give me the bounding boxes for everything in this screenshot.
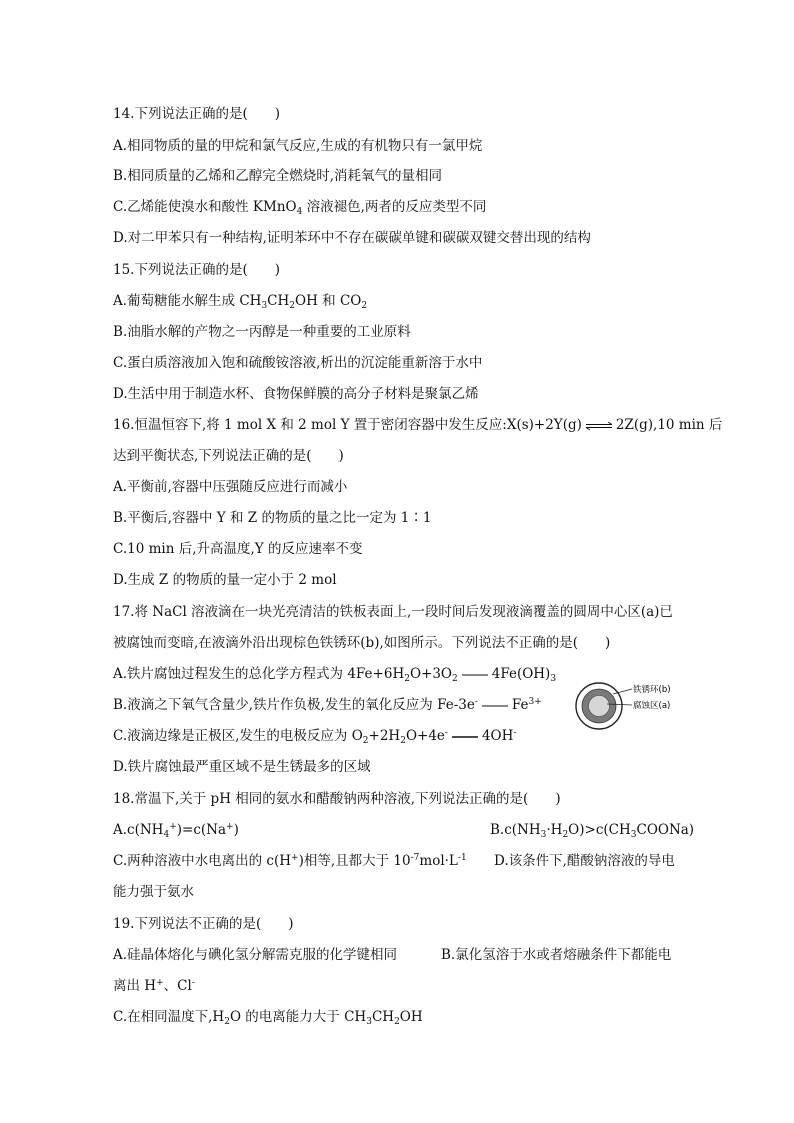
subscript: 3	[550, 674, 557, 684]
text-seg: 、Cl	[163, 978, 192, 994]
text-seg: C.在相同温度下,H	[113, 1009, 225, 1025]
q15-stem: 15.下列说法正确的是( )	[113, 262, 281, 278]
subscript: 2	[394, 1017, 400, 1027]
text-seg: )=c(Na	[176, 822, 227, 838]
q16-option-c: C.10 min 后,升高温度,Y 的反应速率不变	[113, 541, 363, 557]
reaction-line-icon	[480, 702, 510, 710]
q16-stem-line1	[113, 416, 722, 434]
text-seg: B.液滴之下氧气含量少,铁片作负极,发生的氧化反应为 Fe-3e	[113, 697, 475, 713]
subscript: 3	[261, 301, 268, 311]
label-rust-ring: 铁锈环(b)	[633, 685, 671, 695]
subscript: 4	[163, 830, 170, 840]
q18-stem: 18.常温下,关于 pH 相同的氨水和醋酸钠两种溶液,下列说法正确的是( )	[113, 791, 561, 807]
superscript: -	[474, 697, 478, 707]
superscript: -7	[410, 853, 420, 863]
q14-option-a: A.相同物质的量的甲烷和氯气反应,生成的有机物只有一氯甲烷	[113, 138, 483, 154]
superscript: 3+	[528, 697, 542, 707]
text-seg: 离出 H	[113, 978, 157, 994]
q17-option-a	[113, 665, 556, 683]
subscript: 2	[400, 736, 406, 746]
subscript: 3	[366, 1017, 372, 1027]
q16-option-d: D.生成 Z 的物质的量一定小于 2 mol	[113, 572, 337, 588]
q18-option-d-line1: D.该条件下,醋酸钠溶液的导电	[494, 853, 675, 869]
q17-option-d: D.铁片腐蚀最严重区域不是生锈最多的区域	[113, 759, 371, 775]
text-seg: O+4e	[405, 728, 445, 744]
text-seg: )	[233, 822, 239, 838]
q14-option-c	[113, 198, 486, 216]
text-seg: mol·L	[419, 853, 458, 869]
reaction-line-icon	[450, 733, 480, 741]
text-seg: A.葡萄糖能水解生成 CH	[113, 293, 262, 309]
text-seg: B.c(NH	[490, 822, 541, 838]
q17-option-b	[113, 696, 542, 714]
text-seg: C.液滴边缘是正极区,发生的电极反应为 O	[113, 728, 363, 744]
label-corrosion-zone: 腐蚀区(a)	[633, 701, 671, 711]
text-seg: A.c(NH	[113, 822, 164, 838]
text-seg: Fe	[511, 697, 529, 713]
equilibrium-arrow-icon	[584, 422, 614, 430]
superscript: -1	[457, 853, 467, 863]
text-seg: )相等,且都大于 10	[298, 853, 411, 869]
text-seg: 溶液褪色,两者的反应类型不同	[302, 199, 487, 215]
text-seg: O 的电离能力大于 CH	[229, 1009, 367, 1025]
subscript: 2	[361, 301, 368, 311]
q17-stem-line1: 17.将 NaCl 溶液滴在一块光亮清洁的铁板表面上,一段时间后发现液滴覆盖的圆周中心区(a)已	[113, 604, 673, 620]
text-seg: A.铁片腐蚀过程发生的总化学方程式为 4Fe+6H	[113, 666, 405, 682]
subscript: 2	[289, 301, 296, 311]
q16-option-a: A.平衡前,容器中压强随反应进行而减小	[113, 479, 348, 495]
text-seg: O+3O	[409, 666, 452, 682]
subscript: 2	[362, 736, 369, 746]
text-seg: ·H	[546, 822, 563, 838]
corrosion-zone-a	[589, 696, 610, 717]
subscript: 2	[562, 830, 569, 840]
droplet-corrosion-figure	[575, 672, 705, 742]
subscript: 2	[452, 674, 458, 684]
text-seg: C.乙烯能使溴水和酸性 KMnO	[113, 199, 297, 215]
q19-option-b-line1: B.氯化氢溶于水或者熔融条件下都能电	[441, 947, 672, 963]
q19-option-c	[113, 1008, 423, 1026]
text-seg: 16.恒温恒容下,将 1 mol X 和 2 mol Y 置于密闭容器中发生反应:X(s)+2Y(g)	[113, 417, 582, 433]
reaction-line-icon	[460, 671, 490, 679]
subscript: 3	[630, 830, 637, 840]
subscript: 2	[224, 1017, 230, 1027]
q19-option-a: A.硅晶体熔化与碘化氢分解需克服的化学键相同	[113, 947, 398, 963]
q15-option-b: B.油脂水解的产物之一丙醇是一种重要的工业原料	[113, 324, 411, 340]
text-seg: OH 和 CO	[295, 293, 362, 309]
text-seg: +2H	[368, 728, 401, 744]
droplet-diagram	[575, 672, 705, 742]
superscript: -	[513, 728, 517, 738]
q18-option-d-line2: 能力强于氨水	[113, 884, 194, 900]
q17-option-c	[113, 727, 516, 745]
q15-option-c: C.蛋白质溶液加入饱和硫酸铵溶液,析出的沉淀能重新溶于水中	[113, 355, 483, 371]
text-seg: CH	[371, 1009, 395, 1025]
text-seg: OH	[399, 1009, 423, 1025]
q14-option-d: D.对二甲苯只有一种结构,证明苯环中不存在碳碳单键和碳碳双键交替出现的结构	[113, 230, 591, 246]
subscript: 2	[404, 674, 410, 684]
q18-option-b	[490, 821, 694, 839]
superscript: +	[226, 822, 234, 832]
q19-stem: 19.下列说法不正确的是( )	[113, 916, 294, 932]
superscript: -	[191, 978, 195, 988]
superscript: +	[169, 822, 177, 832]
superscript: -	[444, 728, 448, 738]
text-seg: 2Z(g),10 min 后	[615, 417, 723, 433]
superscript: +	[291, 853, 299, 863]
q18-option-c	[113, 852, 467, 870]
q15-option-a	[113, 292, 367, 310]
text-seg: 4OH	[481, 728, 514, 744]
text-seg: C.两种溶液中水电离出的 c(H	[113, 853, 292, 869]
q19-option-b-line2	[113, 977, 195, 995]
text-seg: O)>c(CH	[568, 822, 631, 838]
text-seg: CH	[267, 293, 290, 309]
subscript: 4	[296, 207, 303, 217]
text-seg: 4Fe(OH)	[491, 666, 551, 682]
text-seg: COONa)	[636, 822, 695, 838]
q18-option-a	[113, 821, 239, 839]
q15-option-d: D.生活中用于制造水杯、食物保鲜膜的高分子材料是聚氯乙烯	[113, 386, 479, 402]
q14-stem: 14.下列说法正确的是( )	[113, 106, 281, 122]
q14-option-b: B.相同质量的乙烯和乙醇完全燃烧时,消耗氧气的量相同	[113, 168, 443, 184]
subscript: 3	[540, 830, 547, 840]
q16-option-b: B.平衡后,容器中 Y 和 Z 的物质的量之比一定为 1∶1	[113, 510, 432, 526]
superscript: +	[156, 978, 164, 988]
q16-stem-line2: 达到平衡状态,下列说法正确的是( )	[113, 448, 344, 464]
q17-stem-line2: 被腐蚀而变暗,在液滴外沿出现棕色铁锈环(b),如图所示。下列说法不正确的是( )	[113, 635, 611, 651]
